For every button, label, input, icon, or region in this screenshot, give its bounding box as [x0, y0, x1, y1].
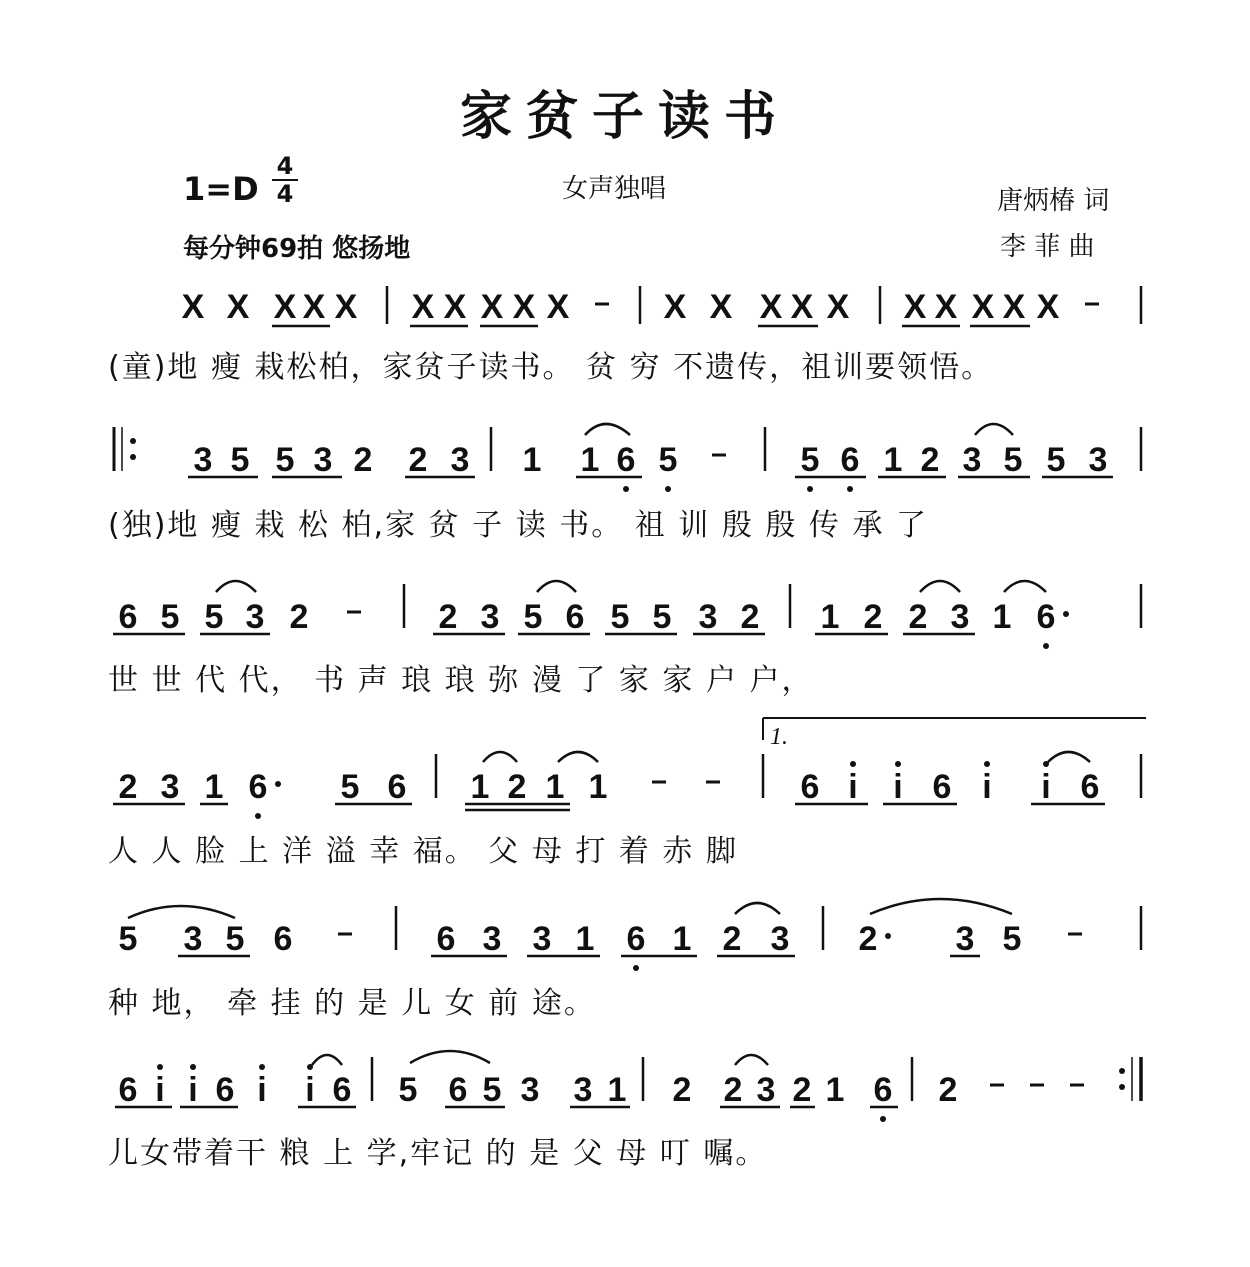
svg-text:1: 1: [470, 768, 490, 806]
svg-text:i: i: [257, 1071, 267, 1109]
svg-text:5: 5: [610, 598, 630, 636]
svg-text:1: 1: [575, 920, 595, 958]
lyrics-row-4: 种 地， 牵 挂 的 是 儿 女 前 途。: [108, 986, 596, 1021]
svg-text:i: i: [155, 1071, 165, 1109]
score-row-3: [0, 712, 1250, 822]
svg-text:X: X: [790, 288, 814, 326]
svg-text:i: i: [1041, 768, 1051, 806]
lyrics-row-5: 儿女带着干 粮 上 学,牢记 的 是 父 母 叮 嘱。: [108, 1136, 768, 1171]
svg-text:1: 1: [883, 441, 903, 479]
svg-text:2: 2: [353, 441, 373, 479]
svg-text:5: 5: [1046, 441, 1066, 479]
svg-text:1: 1: [825, 1071, 845, 1109]
svg-text:3: 3: [520, 1071, 540, 1109]
svg-text:5: 5: [398, 1071, 418, 1109]
svg-text:X: X: [302, 288, 326, 326]
svg-text:1: 1: [992, 598, 1012, 636]
svg-text:5: 5: [340, 768, 360, 806]
svg-text:2: 2: [920, 441, 940, 479]
svg-text:3: 3: [532, 920, 552, 958]
svg-text:X: X: [971, 288, 995, 326]
svg-text:X: X: [663, 288, 687, 326]
svg-text:5: 5: [275, 441, 295, 479]
svg-text:2: 2: [507, 768, 527, 806]
svg-text:3: 3: [245, 598, 265, 636]
svg-text:5: 5: [658, 441, 678, 479]
svg-text:X: X: [546, 288, 570, 326]
song-title: 家贫子读书: [459, 86, 790, 147]
svg-text:2: 2: [858, 920, 878, 958]
svg-text:6: 6: [387, 768, 407, 806]
svg-text:6: 6: [448, 1071, 468, 1109]
svg-text:2: 2: [863, 598, 883, 636]
svg-text:5: 5: [230, 441, 250, 479]
notation-row-3: [113, 718, 1146, 819]
svg-text:X: X: [709, 288, 733, 326]
svg-text:i: i: [848, 768, 858, 806]
svg-text:6: 6: [118, 1071, 138, 1109]
svg-text:6: 6: [626, 920, 646, 958]
svg-text:3: 3: [955, 920, 975, 958]
svg-text:X: X: [273, 288, 297, 326]
svg-text:2: 2: [723, 1071, 743, 1109]
svg-text:5: 5: [160, 598, 180, 636]
svg-text:6: 6: [1036, 598, 1056, 636]
svg-text:X: X: [903, 288, 927, 326]
svg-text:6: 6: [1080, 768, 1100, 806]
notation-row-4: [119, 899, 1141, 971]
svg-text:6: 6: [273, 920, 293, 958]
svg-text:6: 6: [840, 441, 860, 479]
svg-text:X: X: [226, 288, 250, 326]
svg-text:2: 2: [438, 598, 458, 636]
lyrics-row-3: 人 人 脸 上 洋 溢 幸 福。 父 母 打 着 赤 脚: [108, 834, 738, 869]
svg-text:2: 2: [672, 1071, 692, 1109]
svg-text:i: i: [982, 768, 992, 806]
time-signature: [270, 153, 300, 207]
svg-text:3: 3: [193, 441, 213, 479]
score-row-4: [0, 890, 1250, 980]
svg-text:5: 5: [800, 441, 820, 479]
svg-text:X: X: [759, 288, 783, 326]
tempo-marking: 每分钟69拍 悠扬地: [183, 234, 411, 264]
svg-text:6: 6: [616, 441, 636, 479]
svg-text:2: 2: [938, 1071, 958, 1109]
svg-text:1: 1: [204, 768, 224, 806]
svg-text:i: i: [305, 1071, 315, 1109]
svg-text:6: 6: [565, 598, 585, 636]
svg-text:5: 5: [482, 1071, 502, 1109]
svg-text:2: 2: [118, 768, 138, 806]
svg-text:X: X: [512, 288, 536, 326]
svg-text:2: 2: [908, 598, 928, 636]
svg-text:1: 1: [588, 768, 608, 806]
svg-text:i: i: [893, 768, 903, 806]
svg-text:5: 5: [118, 920, 138, 958]
svg-text:6: 6: [800, 768, 820, 806]
svg-text:6: 6: [332, 1071, 352, 1109]
svg-text:X: X: [1002, 288, 1026, 326]
svg-text:6: 6: [932, 768, 952, 806]
lyrics-row-2: 世 世 代 代， 书 声 琅 琅 弥 漫 了 家 家 户 户，: [108, 663, 814, 698]
lyricist-credit: 唐炳椿 词: [997, 186, 1110, 216]
svg-text:i: i: [188, 1071, 198, 1109]
svg-text:6: 6: [873, 1071, 893, 1109]
volta-marker: 1.: [770, 724, 788, 750]
lyrics-row-0: (童)地 瘦 栽松柏，家贫子读书。 贫 穷 不遗传，祖训要领悟。: [108, 350, 994, 385]
svg-text:3: 3: [480, 598, 500, 636]
svg-text:3: 3: [950, 598, 970, 636]
svg-text:X: X: [826, 288, 850, 326]
svg-text:X: X: [934, 288, 958, 326]
score-row-2: [0, 572, 1250, 652]
svg-text:X: X: [181, 288, 205, 326]
svg-text:6: 6: [436, 920, 456, 958]
svg-text:6: 6: [248, 768, 268, 806]
time-signature-bottom: 4: [276, 180, 294, 208]
notation-row-2: [113, 581, 1141, 649]
notation-row-0: [182, 286, 1141, 326]
time-signature-top: 4: [276, 152, 294, 180]
lyrics-row-1: (独)地 瘦 栽 松 柏,家 贫 子 读 书。 祖 训 殷 殷 传 承 了: [108, 508, 928, 543]
svg-text:5: 5: [1003, 441, 1023, 479]
svg-text:3: 3: [962, 441, 982, 479]
svg-text:2: 2: [722, 920, 742, 958]
svg-text:X: X: [443, 288, 467, 326]
voice-type: 女声独唱: [562, 174, 667, 204]
svg-text:1: 1: [820, 598, 840, 636]
svg-text:6: 6: [118, 598, 138, 636]
svg-text:1: 1: [580, 441, 600, 479]
svg-text:3: 3: [770, 920, 790, 958]
svg-text:5: 5: [225, 920, 245, 958]
score-row-5: [0, 1045, 1250, 1125]
svg-text:1: 1: [522, 441, 542, 479]
svg-text:5: 5: [523, 598, 543, 636]
svg-text:3: 3: [1088, 441, 1108, 479]
svg-text:1: 1: [607, 1071, 627, 1109]
svg-text:3: 3: [756, 1071, 776, 1109]
composer-credit: 李 菲 曲: [1000, 232, 1095, 262]
svg-text:2: 2: [408, 441, 428, 479]
svg-text:2: 2: [792, 1071, 812, 1109]
svg-text:5: 5: [652, 598, 672, 636]
score-row-1: [0, 415, 1250, 495]
notation-row-1: [114, 424, 1141, 492]
svg-text:1: 1: [545, 768, 565, 806]
svg-text:3: 3: [450, 441, 470, 479]
svg-text:X: X: [480, 288, 504, 326]
svg-text:3: 3: [482, 920, 502, 958]
svg-text:5: 5: [1002, 920, 1022, 958]
key-signature: 1=D: [183, 170, 259, 208]
svg-text:2: 2: [740, 598, 760, 636]
svg-text:3: 3: [160, 768, 180, 806]
svg-text:6: 6: [215, 1071, 235, 1109]
svg-text:X: X: [411, 288, 435, 326]
svg-text:5: 5: [204, 598, 224, 636]
score-row-0: [0, 280, 1250, 340]
notation-row-5: [115, 1051, 1141, 1122]
svg-text:X: X: [334, 288, 358, 326]
svg-text:3: 3: [698, 598, 718, 636]
svg-text:3: 3: [573, 1071, 593, 1109]
svg-text:1: 1: [672, 920, 692, 958]
svg-text:3: 3: [313, 441, 333, 479]
svg-text:X: X: [1036, 288, 1060, 326]
svg-text:2: 2: [289, 598, 309, 636]
svg-text:3: 3: [183, 920, 203, 958]
